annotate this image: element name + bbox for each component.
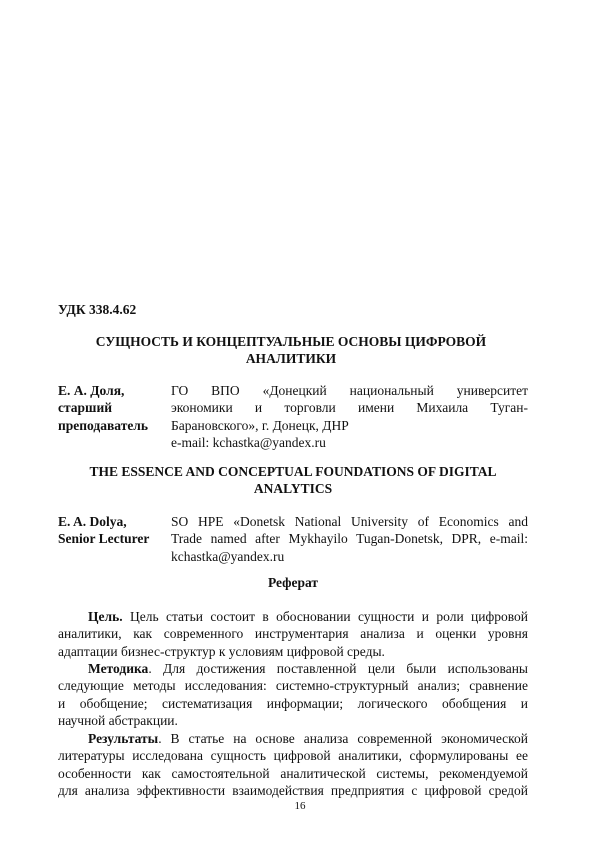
- goal-line-2: аналитики, как современного инструментария анализа и оценки уровня: [58, 626, 528, 642]
- author-ru-name: Е. А. Доля,: [58, 383, 125, 398]
- author-en-position: Senior Lecturer: [58, 531, 150, 547]
- affiliation-en: [171, 513, 528, 565]
- page-number: 16: [294, 800, 306, 812]
- title-ru-line-1: СУЩНОСТЬ И КОНЦЕПТУАЛЬНЫЕ ОСНОВЫ ЦИФРОВОЙ: [95, 334, 487, 349]
- method-line-2: следующие методы исследования: системно-структурный анализ; сравнение: [58, 678, 528, 694]
- author-name-en: [58, 513, 168, 548]
- udk-code: УДК 338.4.62: [58, 302, 137, 317]
- method-label: Методика: [88, 661, 149, 676]
- method-paragraph: [58, 660, 528, 730]
- affiliation-ru: [171, 382, 528, 452]
- method-line-1: [58, 660, 528, 677]
- title-en-line-2: ANALYTICS: [253, 481, 333, 496]
- title-en-line-1: THE ESSENCE AND CONCEPTUAL FOUNDATIONS OF DIGITAL: [89, 464, 497, 479]
- results-line-1: [58, 730, 528, 747]
- author-name-ru: [58, 382, 168, 434]
- method-line-4: научной абстракции.: [58, 713, 178, 729]
- article-title-ru: [58, 333, 524, 367]
- results-line-2: литературы исследована сущность цифровой аналитики, сформулированы ее: [58, 748, 528, 764]
- title-ru-line-2: АНАЛИТИКИ: [245, 351, 337, 366]
- results-paragraph: [58, 730, 528, 800]
- email-ru: e-mail: kchastka@yandex.ru: [171, 435, 326, 451]
- affil-ru-line-2: экономики и торговли имени Михаила Туган-: [171, 400, 528, 416]
- method-line-3: и обобщение; систематизация информации; логического обобщения и: [58, 695, 528, 711]
- results-line-3: особенности как самостоятельной аналитической системы, рекомендуемой: [58, 765, 528, 781]
- author-ru-position-2: преподаватель: [58, 417, 149, 433]
- results-text-1: . В статье на основе анализа современной экономической: [158, 731, 528, 746]
- affil-ru-line-3: Барановского», г. Донецк, ДНР: [171, 417, 349, 433]
- affil-ru-line-1: ГО ВПО «Донецкий национальный университет: [171, 383, 528, 398]
- results-label: Результаты: [88, 731, 159, 746]
- goal-label: Цель.: [88, 609, 123, 624]
- email-en: kchastka@yandex.ru: [171, 548, 285, 564]
- goal-text-1: Цель статьи состоит в обосновании сущности и роли цифровой: [122, 609, 528, 624]
- goal-paragraph: [58, 608, 528, 660]
- affil-en-line-2: Trade named after Mykhayilo Tugan-Donetsk, DPR, e-mail:: [171, 531, 528, 547]
- goal-line-1: [58, 608, 528, 625]
- results-line-4: для анализа эффективности взаимодействия предприятия с цифровой средой: [58, 783, 528, 799]
- referat-heading: Реферат: [267, 575, 319, 590]
- article-title-en: [58, 463, 528, 497]
- author-ru-position-1: старший: [58, 400, 112, 416]
- goal-line-3: адаптации бизнес-структур к условиям цифровой среды.: [58, 643, 385, 659]
- affil-en-line-1: SO HPE «Donetsk National University of Economics and: [171, 514, 528, 529]
- method-text-1: . Для достижения поставленной цели были использованы: [148, 661, 528, 676]
- author-en-name: E. A. Dolya,: [58, 514, 127, 529]
